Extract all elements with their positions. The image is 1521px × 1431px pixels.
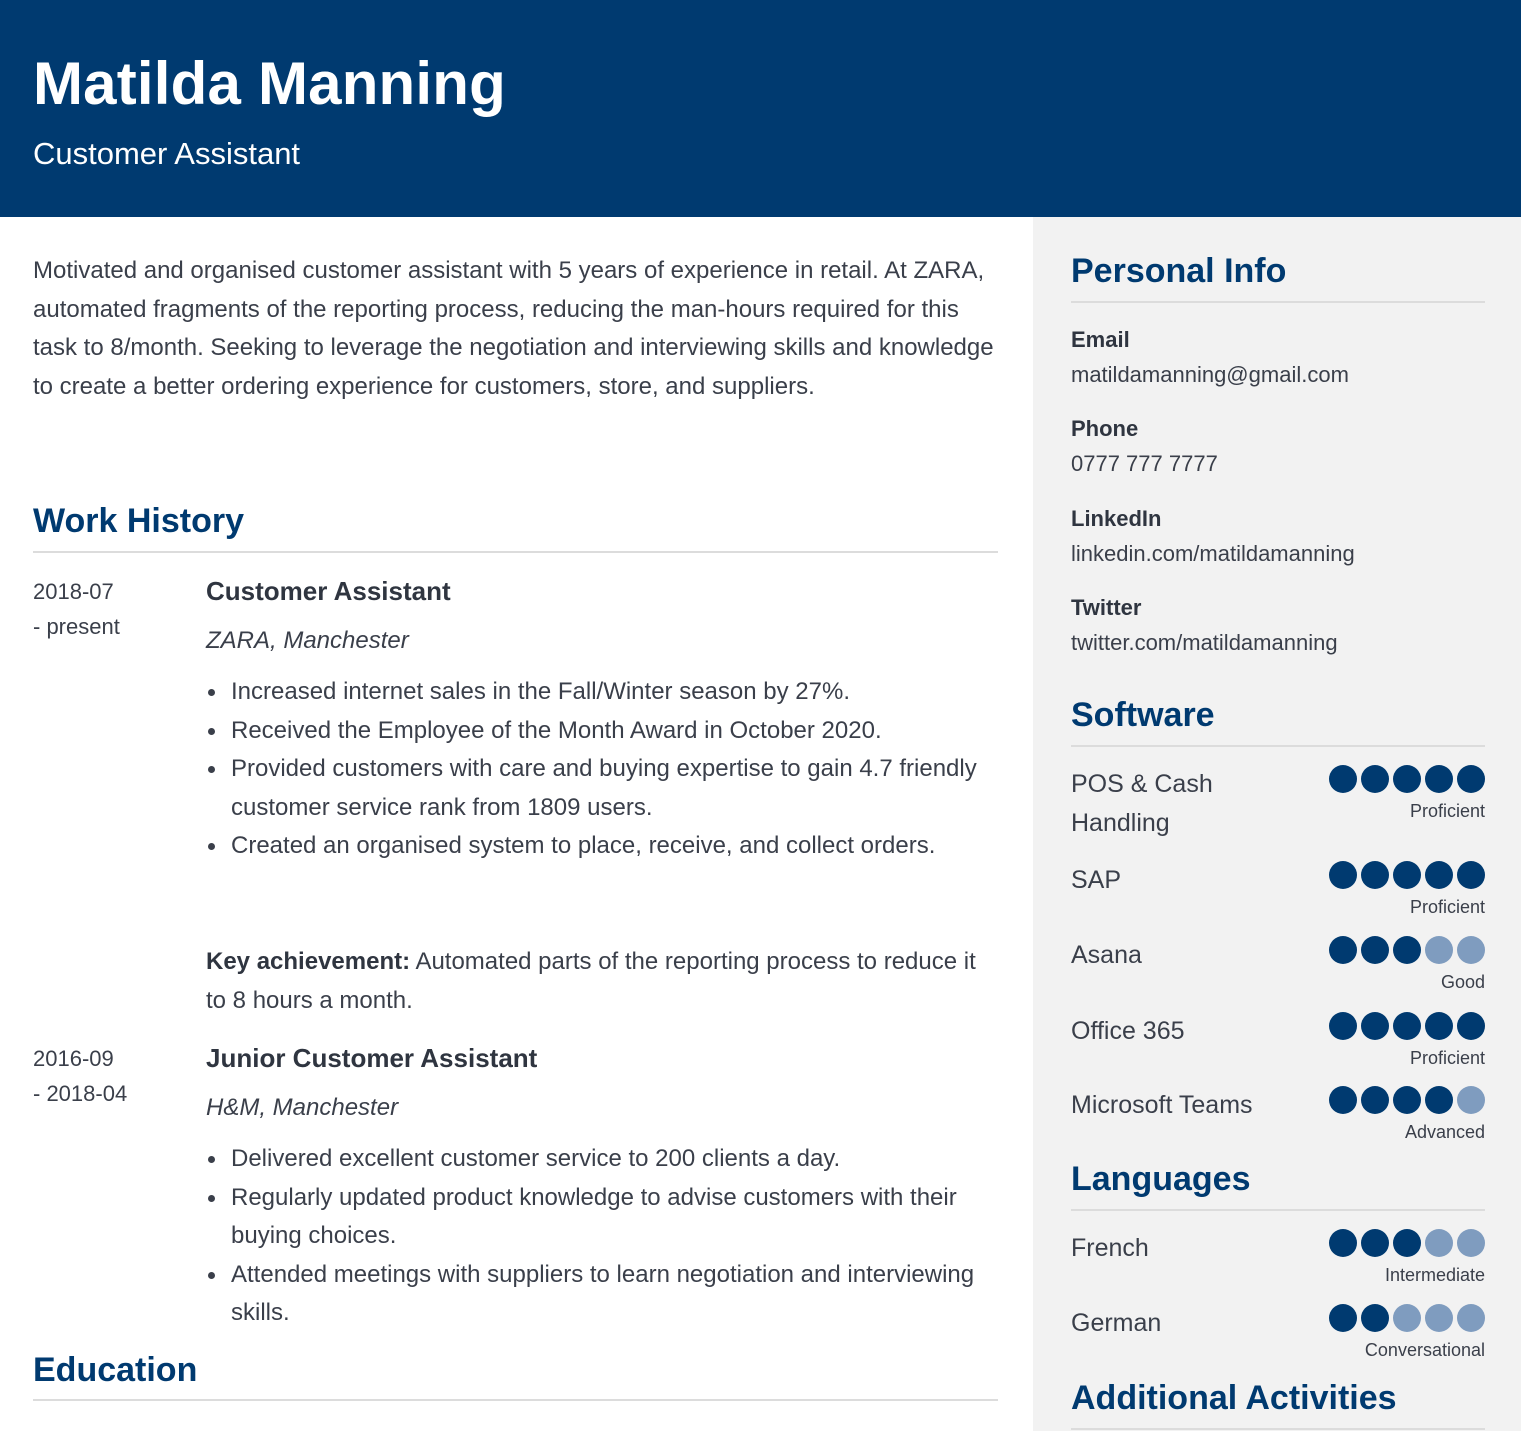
rating-dot-filled — [1425, 765, 1453, 793]
job-bullet: Attended meetings with suppliers to learn negotiation and interviewing skills. — [206, 1256, 986, 1333]
rating-dot-filled — [1457, 861, 1485, 889]
job-company: ZARA, Manchester — [206, 627, 409, 654]
language-name: French — [1071, 1234, 1149, 1262]
skill-rating — [1329, 1012, 1485, 1040]
skill-name: SAP — [1071, 866, 1122, 894]
rating-dot-filled — [1393, 1012, 1421, 1040]
rating-dot-empty — [1457, 1229, 1485, 1257]
job-bullets — [206, 673, 986, 866]
skill-level: Proficient — [1409, 801, 1485, 821]
job-date-end: - 2018-04 — [33, 1081, 128, 1106]
language-level: Conversational — [1364, 1340, 1485, 1360]
rating-dot-filled — [1329, 1012, 1357, 1040]
job-dates — [33, 1041, 173, 1111]
linkedin-label: LinkedIn — [1071, 506, 1162, 531]
phone-value: 0777 777 7777 — [1071, 451, 1218, 476]
personal-info-heading: Personal Info — [1071, 252, 1287, 290]
job-bullet: Delivered excellent customer service to 200 clients a day. — [206, 1140, 986, 1179]
job-company: H&M, Manchester — [206, 1094, 399, 1121]
candidate-title: Customer Assistant — [33, 136, 301, 171]
rating-dot-filled — [1329, 1086, 1357, 1114]
personal-info-divider — [1071, 301, 1485, 303]
rating-dot-empty — [1425, 1229, 1453, 1257]
skill-level: Good — [1440, 972, 1485, 992]
rating-dot-filled — [1457, 765, 1485, 793]
software-divider — [1071, 745, 1485, 747]
key-achievement — [206, 943, 986, 1020]
phone-label: Phone — [1071, 416, 1139, 441]
job-bullet: Received the Employee of the Month Award in October 2020. — [206, 712, 986, 751]
rating-dot-filled — [1361, 1012, 1389, 1040]
job-date-start: 2018-07 — [33, 579, 114, 604]
language-level: Intermediate — [1384, 1265, 1485, 1285]
rating-dot-filled — [1361, 936, 1389, 964]
job-dates — [33, 574, 173, 644]
rating-dot-empty — [1457, 1086, 1485, 1114]
email-value: matildamanning@gmail.com — [1071, 362, 1349, 387]
sidebar — [1033, 217, 1521, 1431]
email-label: Email — [1071, 327, 1130, 352]
job-date-start: 2016-09 — [33, 1046, 114, 1071]
additional-activities-divider — [1071, 1428, 1485, 1430]
skill-rating — [1329, 765, 1485, 793]
education-divider — [33, 1399, 998, 1401]
languages-divider — [1071, 1209, 1485, 1211]
job-bullets — [206, 1140, 986, 1333]
rating-dot-filled — [1393, 861, 1421, 889]
skill-name: Office 365 — [1071, 1017, 1185, 1045]
rating-dot-filled — [1425, 1086, 1453, 1114]
rating-dot-filled — [1329, 936, 1357, 964]
linkedin-value: linkedin.com/matildamanning — [1071, 541, 1355, 566]
rating-dot-filled — [1329, 1304, 1357, 1332]
rating-dot-filled — [1329, 1229, 1357, 1257]
twitter-value: twitter.com/matildamanning — [1071, 630, 1338, 655]
rating-dot-empty — [1457, 936, 1485, 964]
rating-dot-empty — [1425, 1304, 1453, 1332]
rating-dot-filled — [1329, 861, 1357, 889]
job-date-end: - present — [33, 614, 120, 639]
skill-level: Proficient — [1409, 1048, 1485, 1068]
job-bullet: Regularly updated product knowledge to advise customers with their buying choices. — [206, 1179, 986, 1256]
rating-dot-filled — [1425, 1012, 1453, 1040]
language-name: German — [1071, 1309, 1162, 1337]
rating-dot-empty — [1457, 1304, 1485, 1332]
profile-summary: Motivated and organised customer assistant with 5 years of experience in retail. At ZARA, automated fragments of the reporting process, reducing the man-hours required for this task to 8/month. Seeking to leverage the negotiation and interviewing skills and knowledge to create a better ordering experience for customers, store, and suppliers. — [33, 257, 994, 401]
skill-name: Asana — [1071, 941, 1142, 969]
twitter-label: Twitter — [1071, 595, 1142, 620]
job-bullet: Provided customers with care and buying expertise to gain 4.7 friendly customer service rank from 1809 users. — [206, 750, 986, 827]
skill-level: Advanced — [1404, 1122, 1485, 1142]
skill-rating — [1329, 1086, 1485, 1114]
skill-name: Microsoft Teams — [1071, 1091, 1253, 1119]
rating-dot-filled — [1361, 1086, 1389, 1114]
rating-dot-filled — [1425, 861, 1453, 889]
rating-dot-filled — [1361, 1229, 1389, 1257]
languages-heading: Languages — [1071, 1160, 1251, 1198]
education-heading: Education — [33, 1351, 198, 1389]
rating-dot-filled — [1361, 765, 1389, 793]
additional-activities-heading: Additional Activities — [1071, 1379, 1397, 1417]
skill-level: Proficient — [1409, 897, 1485, 917]
rating-dot-filled — [1361, 1304, 1389, 1332]
rating-dot-empty — [1393, 1304, 1421, 1332]
job-role: Customer Assistant — [206, 576, 451, 606]
job-role: Junior Customer Assistant — [206, 1043, 538, 1073]
job-bullet: Created an organised system to place, receive, and collect orders. — [206, 827, 986, 866]
rating-dot-filled — [1329, 765, 1357, 793]
job-bullet: Increased internet sales in the Fall/Winter season by 27%. — [206, 673, 986, 712]
language-rating — [1329, 1229, 1485, 1257]
rating-dot-filled — [1457, 1012, 1485, 1040]
candidate-name: Matilda Manning — [33, 50, 506, 117]
rating-dot-filled — [1393, 936, 1421, 964]
work-history-divider — [33, 551, 998, 553]
rating-dot-filled — [1361, 861, 1389, 889]
skill-name: POS & Cash Handling — [1071, 770, 1213, 837]
skill-rating — [1329, 936, 1485, 964]
software-heading: Software — [1071, 696, 1215, 734]
language-rating — [1329, 1304, 1485, 1332]
resume-header — [0, 0, 1521, 217]
rating-dot-filled — [1393, 765, 1421, 793]
key-achievement-text: Automated parts of the reporting process to reduce it to 8 hours a month. — [206, 948, 976, 1014]
key-achievement-label: Key achievement: — [206, 948, 411, 975]
rating-dot-empty — [1425, 936, 1453, 964]
skill-rating — [1329, 861, 1485, 889]
main-column — [0, 217, 1033, 1431]
rating-dot-filled — [1393, 1086, 1421, 1114]
rating-dot-filled — [1393, 1229, 1421, 1257]
work-history-heading: Work History — [33, 502, 244, 540]
